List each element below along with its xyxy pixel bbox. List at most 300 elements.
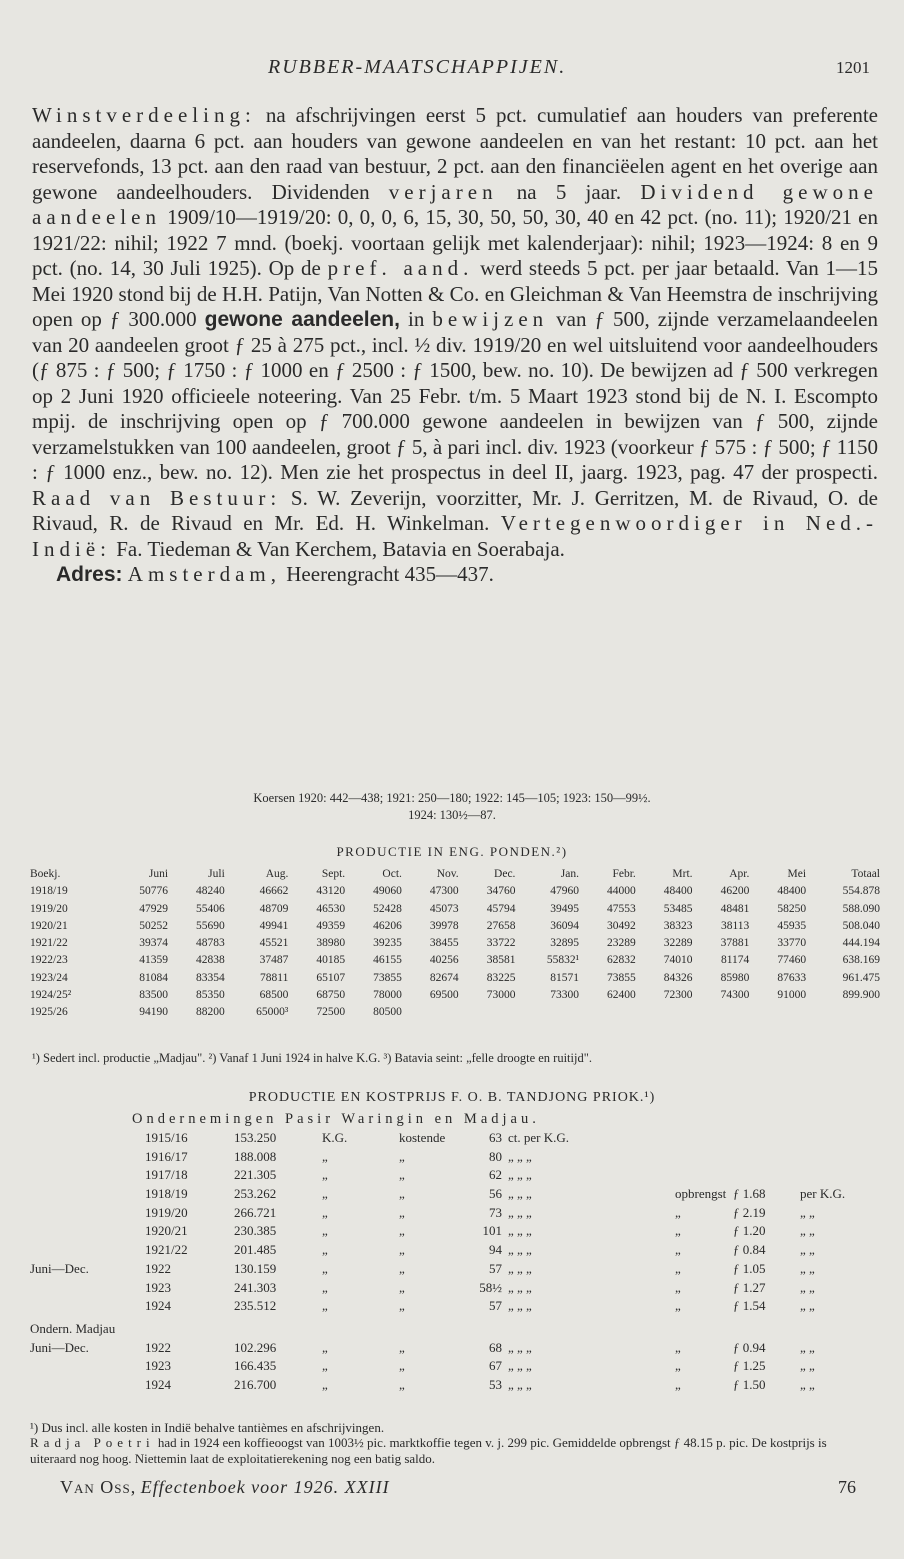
table-cell: 85980 bbox=[720, 971, 750, 984]
text-segment: Radja Poetri bbox=[30, 1435, 155, 1451]
table-cell: 46662 bbox=[259, 885, 289, 898]
cost-cell-year: 1921/22 bbox=[145, 1242, 188, 1258]
column-header: Totaal bbox=[851, 868, 880, 880]
cost-cell-prod: 221.305 bbox=[234, 1167, 277, 1183]
table-cell: 638.169 bbox=[842, 954, 880, 967]
cost-cell-year: 1922 bbox=[145, 1260, 171, 1276]
cost-cell-dq1: „ bbox=[399, 1148, 405, 1164]
cost-cell-price: 67 bbox=[489, 1358, 502, 1374]
table-cell: 1924/25² bbox=[30, 989, 72, 1002]
cost-row bbox=[30, 1186, 880, 1205]
table-cell: 27658 bbox=[486, 919, 516, 932]
text-segment: Winstverdeeling: bbox=[32, 103, 256, 127]
table-cell: 78811 bbox=[260, 971, 289, 984]
table-cell: 80500 bbox=[373, 1006, 402, 1019]
column-header: Mrt. bbox=[672, 868, 693, 880]
cost-table bbox=[30, 1130, 880, 1396]
table-cell bbox=[402, 1004, 459, 1021]
cost-row bbox=[30, 1242, 880, 1261]
cost-cell-year: 1915/16 bbox=[145, 1130, 188, 1145]
cost-cell-fp: ƒ 2.19 bbox=[733, 1204, 766, 1220]
cost-cell-fp: ƒ 1.54 bbox=[733, 1298, 766, 1314]
table-cell: 91000 bbox=[777, 989, 807, 1002]
cost-row bbox=[30, 1167, 880, 1186]
table-cell: 30492 bbox=[607, 919, 636, 932]
table-cell: 62400 bbox=[607, 989, 636, 1002]
price-history-line-2: 1924: 130½—87. bbox=[408, 808, 496, 822]
text-segment: Raad van Bestuur: bbox=[32, 485, 282, 510]
table-cell: 49359 bbox=[316, 919, 346, 932]
column-header: Dec. bbox=[494, 868, 516, 880]
table-row bbox=[30, 952, 880, 969]
table-row bbox=[30, 935, 880, 952]
table-cell bbox=[636, 1004, 693, 1021]
cost-cell-year: 1920/21 bbox=[145, 1223, 188, 1239]
table-row bbox=[30, 1004, 880, 1021]
cost-cell-prod: 266.721 bbox=[234, 1204, 277, 1220]
cost-cell-rest: „ „ „ bbox=[508, 1223, 532, 1239]
column-header: Mei bbox=[787, 868, 807, 880]
table-cell: 83354 bbox=[196, 971, 225, 984]
cost-cell-dq1: kostende bbox=[399, 1130, 446, 1145]
cost-cell-price: 80 bbox=[489, 1148, 502, 1164]
table-cell: 68500 bbox=[259, 989, 289, 1002]
address-city: Amsterdam, bbox=[127, 562, 282, 586]
text-segment: pref. aand. bbox=[327, 256, 474, 280]
cost-cell-prod: 102.296 bbox=[234, 1339, 277, 1355]
column-header: Oct. bbox=[382, 868, 402, 880]
table-cell: 65107 bbox=[316, 971, 346, 984]
cost-cell-q2: opbrengst bbox=[675, 1186, 727, 1202]
column-header: Nov. bbox=[436, 868, 459, 880]
text-segment: in bbox=[399, 307, 433, 331]
table-cell: 39495 bbox=[550, 902, 580, 915]
table-cell: 38323 bbox=[663, 919, 693, 932]
table-cell: 65000³ bbox=[256, 1006, 289, 1019]
cost-cell-rest: „ „ „ bbox=[508, 1260, 532, 1276]
table-cell: 38581 bbox=[486, 954, 516, 967]
table-cell: 37881 bbox=[720, 937, 750, 950]
column-header: Apr. bbox=[729, 868, 750, 880]
cost-cell-q2: „ bbox=[675, 1298, 681, 1314]
column-header: Febr. bbox=[612, 868, 636, 880]
cost-cell-unit: „ bbox=[322, 1167, 328, 1183]
cost-row bbox=[30, 1149, 880, 1168]
cost-cell-fp: ƒ 1.50 bbox=[733, 1376, 766, 1392]
cost-row bbox=[30, 1280, 880, 1299]
cost-cell-per: „ „ bbox=[800, 1376, 815, 1392]
address-line bbox=[56, 562, 878, 588]
table-cell: 33770 bbox=[777, 937, 807, 950]
price-history bbox=[0, 790, 904, 824]
cost-cell-dq1: „ bbox=[399, 1376, 405, 1392]
cost-cell-year: 1916/17 bbox=[145, 1148, 188, 1164]
table-cell: 55832¹ bbox=[546, 954, 580, 967]
company-description bbox=[32, 103, 878, 562]
cost-cell-year: 1917/18 bbox=[145, 1167, 188, 1183]
cost-cell-price: 57 bbox=[489, 1298, 502, 1314]
table-cell: 39978 bbox=[429, 919, 459, 932]
table-cell: 44000 bbox=[607, 885, 636, 898]
cost-cell-prod: 241.303 bbox=[234, 1279, 277, 1295]
table-cell: 588.090 bbox=[842, 902, 880, 915]
table-cell: 38113 bbox=[720, 919, 750, 932]
address-label: Adres: bbox=[56, 563, 123, 586]
table-cell: 1923/24 bbox=[30, 971, 68, 984]
main-text bbox=[32, 103, 878, 588]
text-segment: S. W. Zeverijn, voorzitter, Mr. J. Gerritzen, M. de Rivaud, O. de Rivaud, R. de Rivaud en Mr. Ed. H. Winkelman. bbox=[32, 485, 878, 535]
footer-book: Effectenboek voor 1926. XXIII bbox=[140, 1477, 390, 1497]
notes bbox=[30, 1420, 876, 1466]
table-cell: 41359 bbox=[139, 954, 169, 967]
table-cell: 32289 bbox=[663, 937, 693, 950]
running-header bbox=[0, 56, 904, 82]
price-history-line-1: Koersen 1920: 442—438; 1921: 250—180; 1922: 145—105; 1923: 150—99½. bbox=[253, 791, 651, 805]
table-cell: 87633 bbox=[777, 971, 807, 984]
cost-cell-price: 94 bbox=[489, 1242, 502, 1258]
text-segment: na afschrijvingen eerst 5 pct. cumulatief aan houders van preferente aandeelen, daarna 6 pct. aan houders van gewone aandeelen en van het restant: 10 pct. aan het reservefonds, 13 pct. aan den raad van bestuur, 2 pct. aan den financiëelen agent en het overige aan gewone aandeelhouders. Dividenden bbox=[32, 103, 878, 204]
cost-cell-q2: „ bbox=[675, 1358, 681, 1374]
table-cell: 52428 bbox=[373, 902, 402, 915]
cost-cell-year: 1924 bbox=[145, 1298, 171, 1314]
footer-number: 76 bbox=[838, 1477, 856, 1497]
cost-cell-label: Juni—Dec. bbox=[30, 1339, 89, 1355]
table-cell: 48400 bbox=[663, 885, 693, 898]
cost-cell-q2: „ bbox=[675, 1376, 681, 1392]
production-table-title: PRODUCTIE IN ENG. PONDEN.²) bbox=[336, 844, 568, 859]
table-cell: 37487 bbox=[259, 954, 289, 967]
cost-cell-dq1: „ bbox=[399, 1186, 405, 1202]
cost-cell-rest: „ „ „ bbox=[508, 1242, 532, 1258]
cost-cell-price: 101 bbox=[482, 1223, 502, 1239]
address-street: Heerengracht 435—437. bbox=[281, 562, 494, 586]
cost-cell-prod: 188.008 bbox=[234, 1148, 277, 1164]
text-segment: van ƒ 500, zijnde verzamelaandeelen van 20 aandeelen groot ƒ 25 à 275 pct., incl. ½ div. 1919/20 en wel uitsluitend voor aandeelhouders (ƒ 875 : ƒ 500; ƒ 1750 : ƒ 1000 en ƒ 2500 : ƒ 1500, bew. no. 10). De bewijzen ad ƒ 500 verkregen op 2 Juni 1920 officieele noteering. Van 25 Febr. t/m. 5 Maart 1923 stond bij de N. I. Escompto mpij. de inschrijving open op ƒ 700.000 gewone aandeelen in bewijzen van ƒ 500, zijnde verzamelstukken van 100 aandeelen, groot ƒ 5, à pari incl. div. 1923 (voorkeur ƒ 575 : ƒ 500; ƒ 1150 : ƒ 1000 enz., bew. no. 12). Men zie het prospectus in deel II, jaarg. 1923, pag. 47 der prospecti. bbox=[32, 307, 878, 484]
table-cell: 47300 bbox=[429, 885, 459, 898]
table-cell: 39374 bbox=[139, 937, 169, 950]
column-header: Aug. bbox=[265, 868, 289, 880]
table-cell: 55690 bbox=[196, 919, 225, 932]
cost-cell-rest: „ „ „ bbox=[508, 1148, 532, 1164]
table-cell: 45935 bbox=[777, 919, 807, 932]
table-cell: 34760 bbox=[486, 885, 516, 898]
cost-cell-rest: ct. per K.G. bbox=[508, 1130, 570, 1145]
production-table-header bbox=[30, 866, 880, 883]
cost-cell-unit: „ bbox=[322, 1376, 328, 1392]
table-cell: 46155 bbox=[373, 954, 402, 967]
table-cell bbox=[749, 1004, 806, 1021]
table-cell: 55406 bbox=[196, 902, 225, 915]
table-cell: 73855 bbox=[607, 971, 636, 984]
cost-cell-dq1: „ bbox=[399, 1167, 405, 1183]
text-segment: had in 1924 een koffieoogst van 1003½ pic. marktkoffie tegen v. j. 299 pic. Gemiddelde opbrengst ƒ 48.15 p. pic. De kostprijs is uiteraard nog hoog. Niettemin laat de exploitatierekening nog een batig saldo. bbox=[30, 1435, 827, 1466]
table-cell: 74300 bbox=[720, 989, 750, 1002]
cost-cell-dq1: „ bbox=[399, 1339, 405, 1355]
table-cell: 46530 bbox=[316, 902, 346, 915]
table-cell: 83500 bbox=[139, 989, 169, 1002]
column-header: Boekj. bbox=[30, 868, 61, 880]
table-cell: 49941 bbox=[259, 919, 289, 932]
footer-source bbox=[60, 1477, 390, 1498]
cost-cell-dq1: „ bbox=[399, 1242, 405, 1258]
cost-cell-year: 1923 bbox=[145, 1279, 171, 1295]
column-header: Juli bbox=[208, 868, 225, 880]
cost-cell-prod: 201.485 bbox=[234, 1242, 277, 1258]
table-cell: 49060 bbox=[373, 885, 402, 898]
table-cell: 77460 bbox=[777, 954, 807, 967]
table-cell: 1925/26 bbox=[30, 1006, 68, 1019]
table-cell: 45794 bbox=[486, 902, 516, 915]
note-line bbox=[30, 1420, 876, 1435]
cost-cell-dq1: „ bbox=[399, 1223, 405, 1239]
cost-row bbox=[30, 1358, 880, 1377]
table-row bbox=[30, 970, 880, 987]
cost-cell-unit: „ bbox=[322, 1186, 328, 1202]
table-cell: 1919/20 bbox=[30, 902, 68, 915]
cost-cell-year: 1924 bbox=[145, 1376, 171, 1392]
cost-cell-fp: ƒ 1.20 bbox=[733, 1223, 766, 1239]
text-segment: verjaren bbox=[388, 179, 498, 204]
cost-cell-dq1: „ bbox=[399, 1260, 405, 1276]
table-cell bbox=[459, 1004, 516, 1021]
cost-cell-fp: ƒ 1.27 bbox=[733, 1279, 766, 1295]
cost-cell-unit: „ bbox=[322, 1339, 328, 1355]
table-cell: 45521 bbox=[259, 937, 289, 950]
table-cell: 40256 bbox=[429, 954, 459, 967]
table-cell: 72500 bbox=[316, 1006, 346, 1019]
cost-cell-q2: „ bbox=[675, 1279, 681, 1295]
cost-cell-price: 58½ bbox=[479, 1279, 502, 1295]
table-cell: 48709 bbox=[259, 902, 289, 915]
table-cell: 42838 bbox=[196, 954, 225, 967]
table-cell: 53485 bbox=[663, 902, 693, 915]
table-cell: 78000 bbox=[373, 989, 402, 1002]
column-header: Sept. bbox=[321, 868, 346, 880]
table-cell: 508.040 bbox=[842, 919, 880, 932]
cost-cell-unit: „ bbox=[322, 1260, 328, 1276]
cost-row bbox=[30, 1130, 880, 1149]
cost-cell-per: „ „ bbox=[800, 1204, 815, 1220]
text-segment: Dividend gewone aandeelen bbox=[32, 179, 878, 229]
cost-cell-rest: „ „ „ bbox=[508, 1339, 532, 1355]
cost-cell-prod: 166.435 bbox=[234, 1358, 277, 1374]
cost-cell-unit: „ bbox=[322, 1242, 328, 1258]
cost-cell-per: „ „ bbox=[800, 1279, 815, 1295]
running-title: RUBBER-MAATSCHAPPIJEN. bbox=[268, 56, 567, 78]
table-cell: 444.194 bbox=[842, 937, 880, 950]
table-cell bbox=[515, 1004, 579, 1021]
table-cell: 46206 bbox=[373, 919, 402, 932]
table-cell: 83225 bbox=[486, 971, 516, 984]
text-segment: Fa. Tiedeman & Van Kerchem, Batavia en Soerabaja. bbox=[110, 536, 565, 561]
table-row bbox=[30, 901, 880, 918]
text-segment: 1909/10—1919/20: 0, 0, 0, 6, 15, 30, 50, 50, 30, 40 en 42 pct. (no. 11); 1920/21 en 1921/22: nihil; 1922 7 mnd. (boekj. voortaan gelijk met kalenderjaar): nihil; 1923—1924: 8 en 9 pct. (no. 14, 30 Juli 1925). Op de bbox=[32, 205, 878, 280]
table-cell: 72300 bbox=[663, 989, 693, 1002]
table-cell: 43120 bbox=[316, 885, 346, 898]
footer-author: Van Oss, bbox=[60, 1477, 137, 1497]
table-cell: 38980 bbox=[316, 937, 346, 950]
table-cell: 88200 bbox=[196, 1006, 225, 1019]
cost-cell-per: „ „ bbox=[800, 1339, 815, 1355]
cost-row bbox=[30, 1321, 880, 1340]
cost-cell-fp: ƒ 0.84 bbox=[733, 1242, 766, 1258]
table-cell: 47960 bbox=[550, 885, 580, 898]
cost-table-title: PRODUCTIE EN KOSTPRIJS F. O. B. TANDJONG PRIOK.¹) bbox=[248, 1090, 656, 1105]
text-segment: gewone aandeelen, bbox=[204, 308, 400, 331]
table-cell bbox=[693, 1004, 750, 1021]
table-cell: 23289 bbox=[607, 937, 636, 950]
cost-cell-prod: 235.512 bbox=[234, 1298, 277, 1314]
table-row bbox=[30, 987, 880, 1004]
table-cell: 32895 bbox=[550, 937, 580, 950]
cost-row bbox=[30, 1298, 880, 1317]
table-cell: 68750 bbox=[316, 989, 346, 1002]
cost-cell-prod: 230.385 bbox=[234, 1223, 277, 1239]
note-line bbox=[30, 1435, 876, 1466]
cost-cell-per: „ „ bbox=[800, 1223, 815, 1239]
cost-cell-unit: „ bbox=[322, 1298, 328, 1314]
cost-cell-per: per K.G. bbox=[800, 1186, 846, 1202]
table-cell: 47553 bbox=[607, 902, 636, 915]
text-segment: werd steeds 5 pct. per jaar betaald. Van 1—15 Mei 1920 stond bij de H.H. Patijn, Van Notten & Co. en Gleichman & Van Heemstra de inschrijving open op ƒ 300.000 bbox=[32, 256, 878, 331]
cost-cell-rest: „ „ „ bbox=[508, 1358, 532, 1374]
cost-cell-rest: „ „ „ bbox=[508, 1376, 532, 1392]
page-footer bbox=[0, 1477, 904, 1501]
cost-cell-unit: „ bbox=[322, 1204, 328, 1220]
table-cell: 47929 bbox=[139, 902, 169, 915]
table-cell: 69500 bbox=[429, 989, 459, 1002]
table-cell: 961.475 bbox=[842, 971, 880, 984]
cost-cell-price: 57 bbox=[489, 1260, 502, 1276]
table-cell: 85350 bbox=[196, 989, 225, 1002]
cost-row bbox=[30, 1261, 880, 1280]
table-cell: 1920/21 bbox=[30, 919, 68, 932]
production-table-body bbox=[30, 883, 880, 1021]
cost-cell-fp: ƒ 1.25 bbox=[733, 1358, 766, 1374]
cost-cell-unit: „ bbox=[322, 1358, 328, 1374]
cost-cell-q2: „ bbox=[675, 1339, 681, 1355]
table-cell: 38455 bbox=[429, 937, 459, 950]
text-segment: ¹) Dus incl. alle kosten in Indië behalve tantièmes en afschrijvingen. bbox=[30, 1420, 385, 1435]
table-cell bbox=[579, 1004, 636, 1021]
table-cell: 48783 bbox=[196, 937, 225, 950]
table-cell: 62832 bbox=[607, 954, 636, 967]
table-cell: 1922/23 bbox=[30, 954, 68, 967]
text-segment: Vertegenwoordiger in Ned.-Indië: bbox=[32, 511, 879, 561]
cost-row bbox=[30, 1340, 880, 1359]
table-cell: 554.878 bbox=[842, 885, 880, 898]
cost-cell-q2: „ bbox=[675, 1242, 681, 1258]
cost-cell-year: 1919/20 bbox=[145, 1204, 188, 1220]
table-cell: 46200 bbox=[720, 885, 750, 898]
table-cell: 1918/19 bbox=[30, 885, 68, 898]
cost-cell-rest: „ „ „ bbox=[508, 1186, 532, 1202]
cost-cell-q2: „ bbox=[675, 1260, 681, 1276]
cost-cell-price: 73 bbox=[489, 1204, 502, 1220]
table-cell: 81084 bbox=[139, 971, 169, 984]
cost-cell-unit: K.G. bbox=[322, 1130, 348, 1145]
cost-cell-dq1: „ bbox=[399, 1298, 405, 1314]
table-cell bbox=[806, 1004, 880, 1021]
table-cell: 1921/22 bbox=[30, 937, 68, 950]
table-row bbox=[30, 883, 880, 900]
cost-cell-price: 63 bbox=[489, 1130, 502, 1145]
cost-cell-per: „ „ bbox=[800, 1260, 815, 1276]
cost-table-subtitle: Ondernemingen Pasir Waringin en Madjau. bbox=[132, 1111, 540, 1127]
cost-cell-rest: „ „ „ bbox=[508, 1279, 532, 1295]
table-cell: 81174 bbox=[720, 954, 750, 967]
production-table bbox=[30, 866, 880, 1022]
table-cell: 48240 bbox=[196, 885, 225, 898]
table-cell: 73855 bbox=[373, 971, 402, 984]
table-cell: 45073 bbox=[429, 902, 459, 915]
cost-cell-fp: ƒ 1.68 bbox=[733, 1186, 766, 1202]
cost-cell-rest: „ „ „ bbox=[508, 1298, 532, 1314]
cost-cell-dq1: „ bbox=[399, 1204, 405, 1220]
table-cell: 50776 bbox=[139, 885, 169, 898]
production-footnote: ¹) Sedert incl. productie „Madjau". ²) Vanaf 1 Juni 1924 in halve K.G. ³) Batavia seint: „felle droogte en ruitijd". bbox=[32, 1051, 592, 1065]
cost-cell-q2: „ bbox=[675, 1223, 681, 1239]
table-cell: 81571 bbox=[550, 971, 580, 984]
cost-cell-price: 68 bbox=[489, 1339, 502, 1355]
cost-row bbox=[30, 1377, 880, 1396]
column-header: Juni bbox=[148, 868, 169, 880]
table-row bbox=[30, 918, 880, 935]
cost-cell-prod: 216.700 bbox=[234, 1376, 277, 1392]
cost-row bbox=[30, 1205, 880, 1224]
cost-cell-price: 56 bbox=[489, 1186, 502, 1202]
cost-cell-prod: 130.159 bbox=[234, 1260, 277, 1276]
column-header: Jan. bbox=[560, 868, 580, 880]
table-cell: 36094 bbox=[550, 919, 580, 932]
table-cell: 39235 bbox=[373, 937, 402, 950]
cost-cell-unit: „ bbox=[322, 1279, 328, 1295]
cost-cell-label: Juni—Dec. bbox=[30, 1260, 89, 1276]
cost-cell-year: 1922 bbox=[145, 1339, 171, 1355]
page-number: 1201 bbox=[836, 58, 870, 77]
cost-cell-per: „ „ bbox=[800, 1242, 815, 1258]
cost-cell-prod: 153.250 bbox=[234, 1130, 277, 1145]
table-cell: 94190 bbox=[139, 1006, 169, 1019]
cost-cell-price: 62 bbox=[489, 1167, 502, 1183]
table-cell: 40185 bbox=[316, 954, 346, 967]
cost-cell-dq1: „ bbox=[399, 1279, 405, 1295]
cost-cell-unit: „ bbox=[322, 1148, 328, 1164]
cost-cell-price: 53 bbox=[489, 1376, 502, 1392]
text-segment: bewijzen bbox=[432, 307, 549, 331]
cost-cell-q2: „ bbox=[675, 1204, 681, 1220]
table-cell: 48400 bbox=[777, 885, 807, 898]
cost-cell-year: 1918/19 bbox=[145, 1186, 188, 1202]
table-cell: 82674 bbox=[429, 971, 459, 984]
cost-cell-year: 1923 bbox=[145, 1358, 171, 1374]
table-cell: 73000 bbox=[486, 989, 516, 1002]
cost-cell-fp: ƒ 1.05 bbox=[733, 1260, 766, 1276]
cost-cell-dq1: „ bbox=[399, 1358, 405, 1374]
cost-cell-prod: 253.262 bbox=[234, 1186, 277, 1202]
cost-row bbox=[30, 1223, 880, 1242]
cost-cell-unit: „ bbox=[322, 1223, 328, 1239]
madjau-label: Ondern. Madjau bbox=[30, 1320, 116, 1336]
table-cell: 73300 bbox=[550, 989, 580, 1002]
table-cell: 74010 bbox=[663, 954, 693, 967]
table-cell: 84326 bbox=[663, 971, 693, 984]
text-segment: na 5 jaar. bbox=[497, 179, 641, 204]
cost-cell-per: „ „ bbox=[800, 1298, 815, 1314]
table-cell: 48481 bbox=[720, 902, 750, 915]
cost-cell-fp: ƒ 0.94 bbox=[733, 1339, 766, 1355]
cost-cell-rest: „ „ „ bbox=[508, 1204, 532, 1220]
